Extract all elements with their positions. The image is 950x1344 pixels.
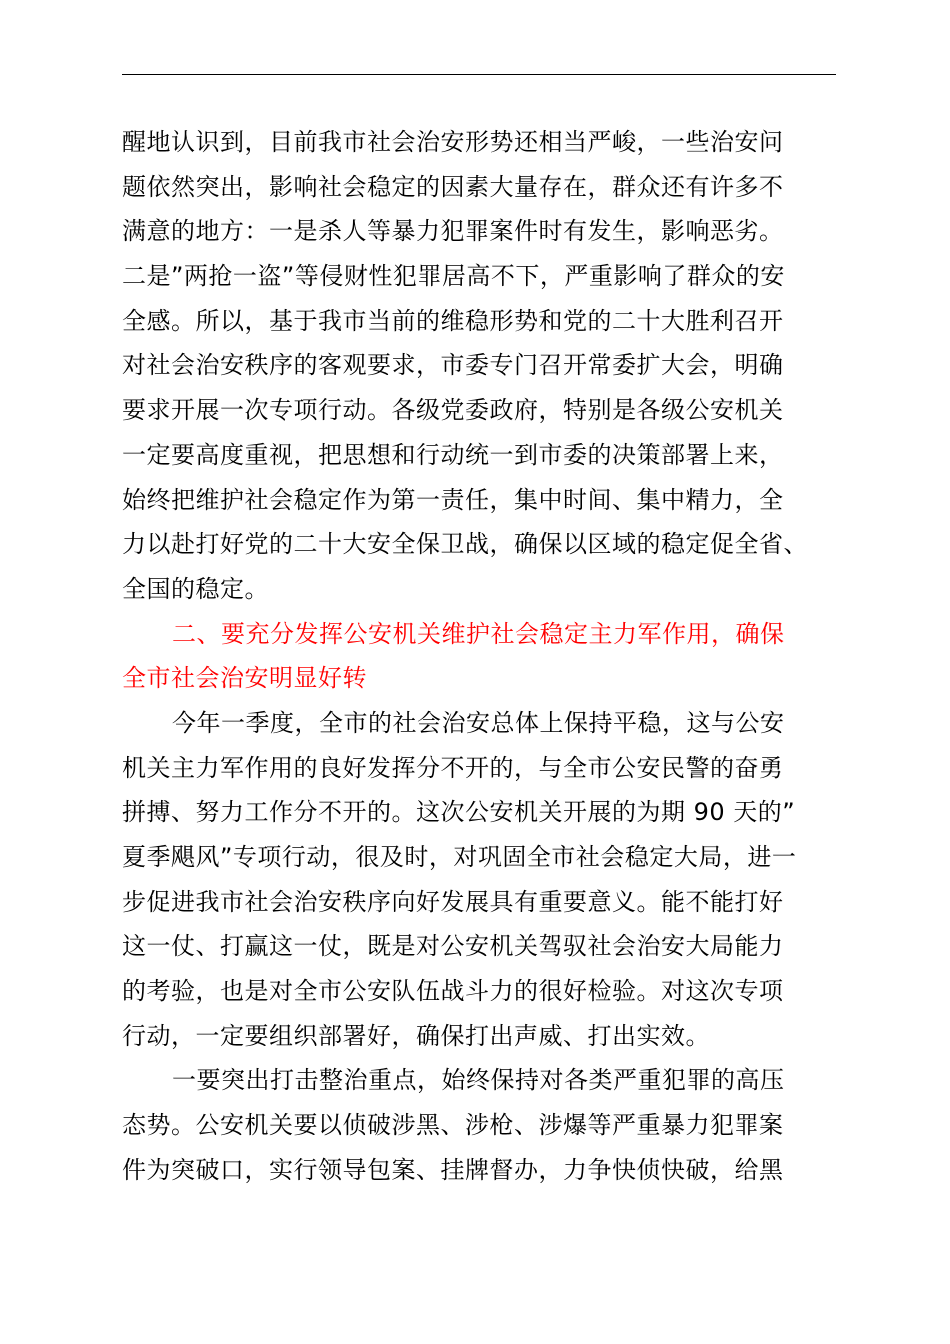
text-line: 步促进我市社会治安秩序向好发展具有重要意义。能不能打好 [122, 887, 784, 916]
header-rule [122, 74, 836, 75]
text-line: 始终把维护社会稳定作为第一责任，集中时间、集中精力，全 [122, 485, 784, 514]
text-line: 今年一季度，全市的社会治安总体上保持平稳，这与公安 [172, 708, 785, 737]
document-body [122, 120, 838, 1193]
text-line: 件为突破口，实行领导包案、挂牌督办，力争快侦快破，给黑 [122, 1155, 784, 1184]
text-line: 一要突出打击整治重点，始终保持对各类严重犯罪的高压 [172, 1066, 785, 1095]
text-line: 态势。公安机关要以侦破涉黑、涉枪、涉爆等严重暴力犯罪案 [122, 1111, 784, 1140]
text-line: 力以赴打好党的二十大安全保卫战，确保以区域的稳定促全省、 [122, 530, 808, 559]
paragraph-continued [122, 120, 838, 612]
paragraph [122, 1058, 838, 1192]
heading-line: 全市社会治安明显好转 [122, 664, 367, 693]
text-line: 这一仗、打赢这一仗，既是对公安机关驾驭社会治安大局能力 [122, 932, 784, 961]
text-line: 二是”两抢一盗”等侵财性犯罪居高不下，严重影响了群众的安 [122, 262, 785, 291]
text-line: 全国的稳定。 [122, 574, 269, 603]
text-line: 的考验，也是对全市公安队伍战斗力的很好检验。对这次专项 [122, 977, 784, 1006]
text-line: 机关主力军作用的良好发挥分不开的，与全市公安民警的奋勇 [122, 753, 784, 782]
text-line: 全感。所以，基于我市当前的维稳形势和党的二十大胜利召开 [122, 306, 784, 335]
text-line: 醒地认识到，目前我市社会治安形势还相当严峻，一些治安问 [122, 128, 784, 156]
text-line: 夏季飓风”专项行动，很及时，对巩固全市社会稳定大局，进一 [122, 843, 797, 871]
section-heading [122, 612, 838, 701]
text-line: 一定要高度重视，把思想和行动统一到市委的决策部署上来， [122, 440, 784, 469]
text-line: 拼搏、努力工作分不开的。这次公安机关开展的为期 90 天的” [122, 798, 796, 827]
heading-line: 二、要充分发挥公安机关维护社会稳定主力军作用，确保 [172, 619, 785, 648]
text-line: 要求开展一次专项行动。各级党委政府，特别是各级公安机关 [122, 396, 784, 425]
text-line: 满意的地方：一是杀人等暴力犯罪案件时有发生，影响恶劣。 [122, 217, 784, 246]
paragraph [122, 701, 838, 1059]
text-line: 题依然突出，影响社会稳定的因素大量存在，群众还有许多不 [122, 172, 784, 201]
text-line: 行动，一定要组织部署好，确保打出声威、打出实效。 [122, 1021, 710, 1050]
text-line: 对社会治安秩序的客观要求，市委专门召开常委扩大会，明确 [122, 351, 784, 380]
